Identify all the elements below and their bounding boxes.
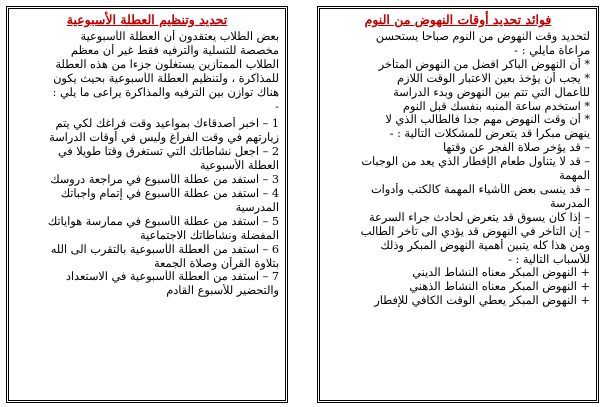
text-line: 5 – استفد من عطلة الأسبوع في ممارسة هواياتك	[47, 214, 279, 228]
text-line: * أن وقت النهوض مهم جدا فالطالب الذي لا	[385, 113, 590, 127]
text-line: 3 – استفد من عطلة الأسبوع في مراجعة دروسك	[50, 173, 279, 187]
text-line: بتلاوة القرآن وصلاة الجمعة	[153, 256, 279, 270]
text-line: للأسباب التالية : -	[508, 252, 590, 266]
text-line: ومن هذا كله يتبين أهمية النهوض المبكر وذلك	[380, 238, 590, 252]
text-line: – قد يؤخر صلاة الفجر عن وقتها	[442, 141, 590, 155]
text-line: + النهوض المبكر معناه النشاط الديني	[412, 266, 590, 280]
text-line: 2 – اجعل نشاطاتك التي تستغرق وقتا طويلا في	[57, 145, 279, 159]
text-line: * أن النهوض الباكر افضل من النهوض المتأخر	[378, 57, 590, 71]
text-line: المفضلة ونشاطاتك الاجتماعية	[140, 228, 279, 242]
text-line: مخصصة للتسلية والترفيه فقط غير أن معظم	[70, 43, 279, 57]
weekend-organization-panel	[6, 6, 288, 403]
text-line: * يجب أن يؤخذ بعين الاعتبار الوقت اللازم	[397, 71, 590, 85]
text-line: الطلاب الممتازين يستغلون جزءا من هذه العطلة	[55, 57, 279, 71]
text-line: 7 – استفد من العطلة الأسبوعية في الاستعداد	[65, 270, 279, 284]
text-line: لتحديد وقت النهوض من النوم صباحا يستحسن	[375, 30, 590, 43]
text-line: العطلة الأسبوعية	[199, 159, 279, 173]
text-line: المدرسية	[235, 200, 279, 214]
text-line: – قد لا يتناول طعام الإفطار الذي يعد من الوجبات	[361, 155, 590, 169]
text-line: المدرسة	[549, 196, 590, 210]
text-line: زيارتهم في وقت الفراغ وليس في أوقات الدراسة	[49, 131, 279, 145]
text-line: – قد ينسى بعض الأشياء المهمة كالكتب وأدوات	[370, 182, 590, 196]
sleep-wake-benefits-title: فوائد تحديد أوقات النهوض من النوم	[364, 12, 552, 27]
text-line: – إن التأخر في النهوض قد يؤدي الى تأخر الطالب	[360, 224, 590, 238]
text-line: المهمة	[559, 169, 590, 183]
sleep-wake-benefits-panel	[317, 6, 599, 403]
text-line: بعض الطلاب يعتقدون أن العطلة الأسبوعية	[80, 30, 279, 43]
text-line: 1 – اخبر أصدقاءك بمواعيد وقت فراغك لكي يتم	[55, 117, 279, 131]
text-line: -	[275, 99, 279, 113]
text-line: + النهوض المبكر معناه النشاط الذهني	[409, 280, 590, 294]
text-line: ينهض مبكرا قد يتعرض للمشكلات التالية : -	[389, 127, 590, 141]
text-line: – إذا كان يسوق قد يتعرض لحادث جراء السرعة	[368, 210, 590, 224]
text-line: للمذاكرة ، ولتنظيم العطلة الأسبوعية بحيث يكون	[53, 71, 279, 85]
text-line: * استخدم ساعة المنبه بنفسك قبل النوم	[402, 99, 590, 113]
text-line: للأعمال التي تتم بين النهوض وبدء الدراسة	[393, 85, 590, 99]
text-line: + النهوض المبكر يعطي الوقت الكافي للإفطار	[374, 294, 590, 308]
text-line: هناك توازن بين الترفيه والمذاكرة يراعى ما يلي :	[52, 85, 279, 99]
weekend-organization-title: تحديد وتنظيم العطلة الأسبوعية	[66, 12, 228, 27]
text-line: مراعاة مايلي : -	[514, 43, 590, 57]
text-line: والتحضير للأسبوع القادم	[166, 284, 279, 298]
text-line: 6 – استفد من العطلة الأسبوعية بالتقرب الى الله	[50, 242, 279, 256]
text-line: 4 – استفد من عطلة الأسبوع في إتمام واجباتك	[60, 186, 279, 200]
